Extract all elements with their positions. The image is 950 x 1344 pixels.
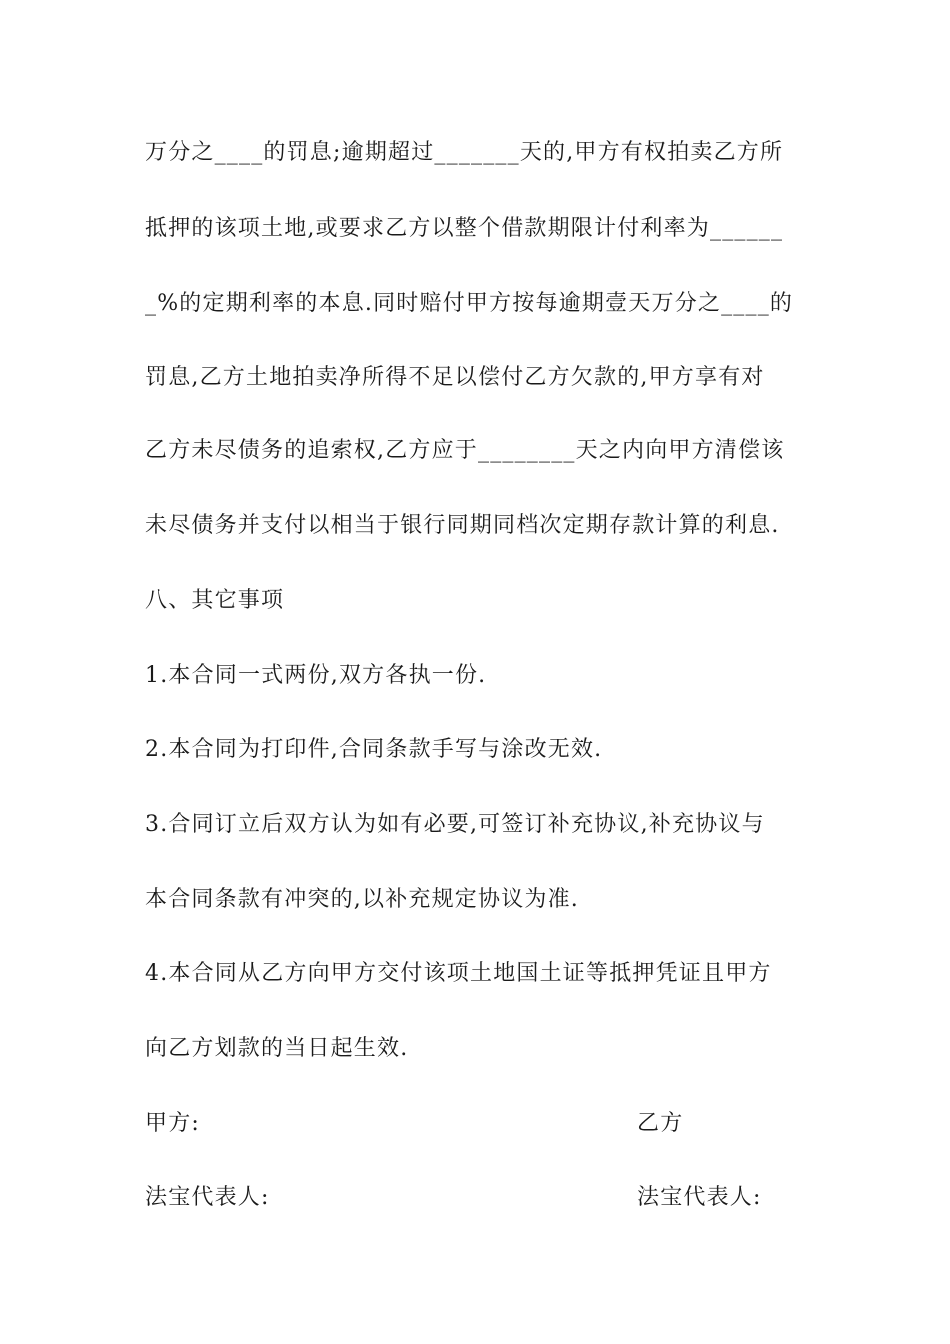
contract-text-line: 未尽债务并支付以相当于银行同期同档次定期存款计算的利息. (145, 513, 780, 538)
clause-1: 1.本合同一式两份,双方各执一份. (145, 663, 487, 688)
clause-3-continued: 本合同条款有冲突的,以补充规定协议为准. (145, 887, 579, 912)
contract-text-line: 万分之____的罚息;逾期超过_______天的,甲方有权拍卖乙方所 (145, 140, 784, 165)
contract-text-line: 乙方未尽债务的追索权,乙方应于________天之内向甲方清偿该 (145, 438, 785, 463)
clause-4: 4.本合同从乙方向甲方交付该项土地国土证等抵押凭证且甲方 (145, 961, 772, 986)
contract-text-line: _%的定期利率的本息.同时赔付甲方按每逾期壹天万分之____的 (145, 291, 794, 316)
clause-3: 3.合同订立后双方认为如有必要,可签订补充协议,补充协议与 (145, 812, 765, 837)
section-heading-other-matters: 八、其它事项 (145, 588, 285, 613)
contract-text-line: 抵押的该项土地,或要求乙方以整个借款期限计付利率为______ (145, 216, 784, 241)
contract-text-line: 罚息,乙方土地拍卖净所得不足以偿付乙方欠款的,甲方享有对 (145, 365, 765, 390)
party-a-representative-label: 法宝代表人: (145, 1185, 270, 1210)
party-b-label: 乙方 (637, 1111, 684, 1136)
clause-2: 2.本合同为打印件,合同条款手写与涂改无效. (145, 737, 603, 762)
party-b-representative-label: 法宝代表人: (637, 1185, 762, 1210)
party-a-label: 甲方: (145, 1111, 201, 1136)
clause-4-continued: 向乙方划款的当日起生效. (145, 1036, 409, 1061)
